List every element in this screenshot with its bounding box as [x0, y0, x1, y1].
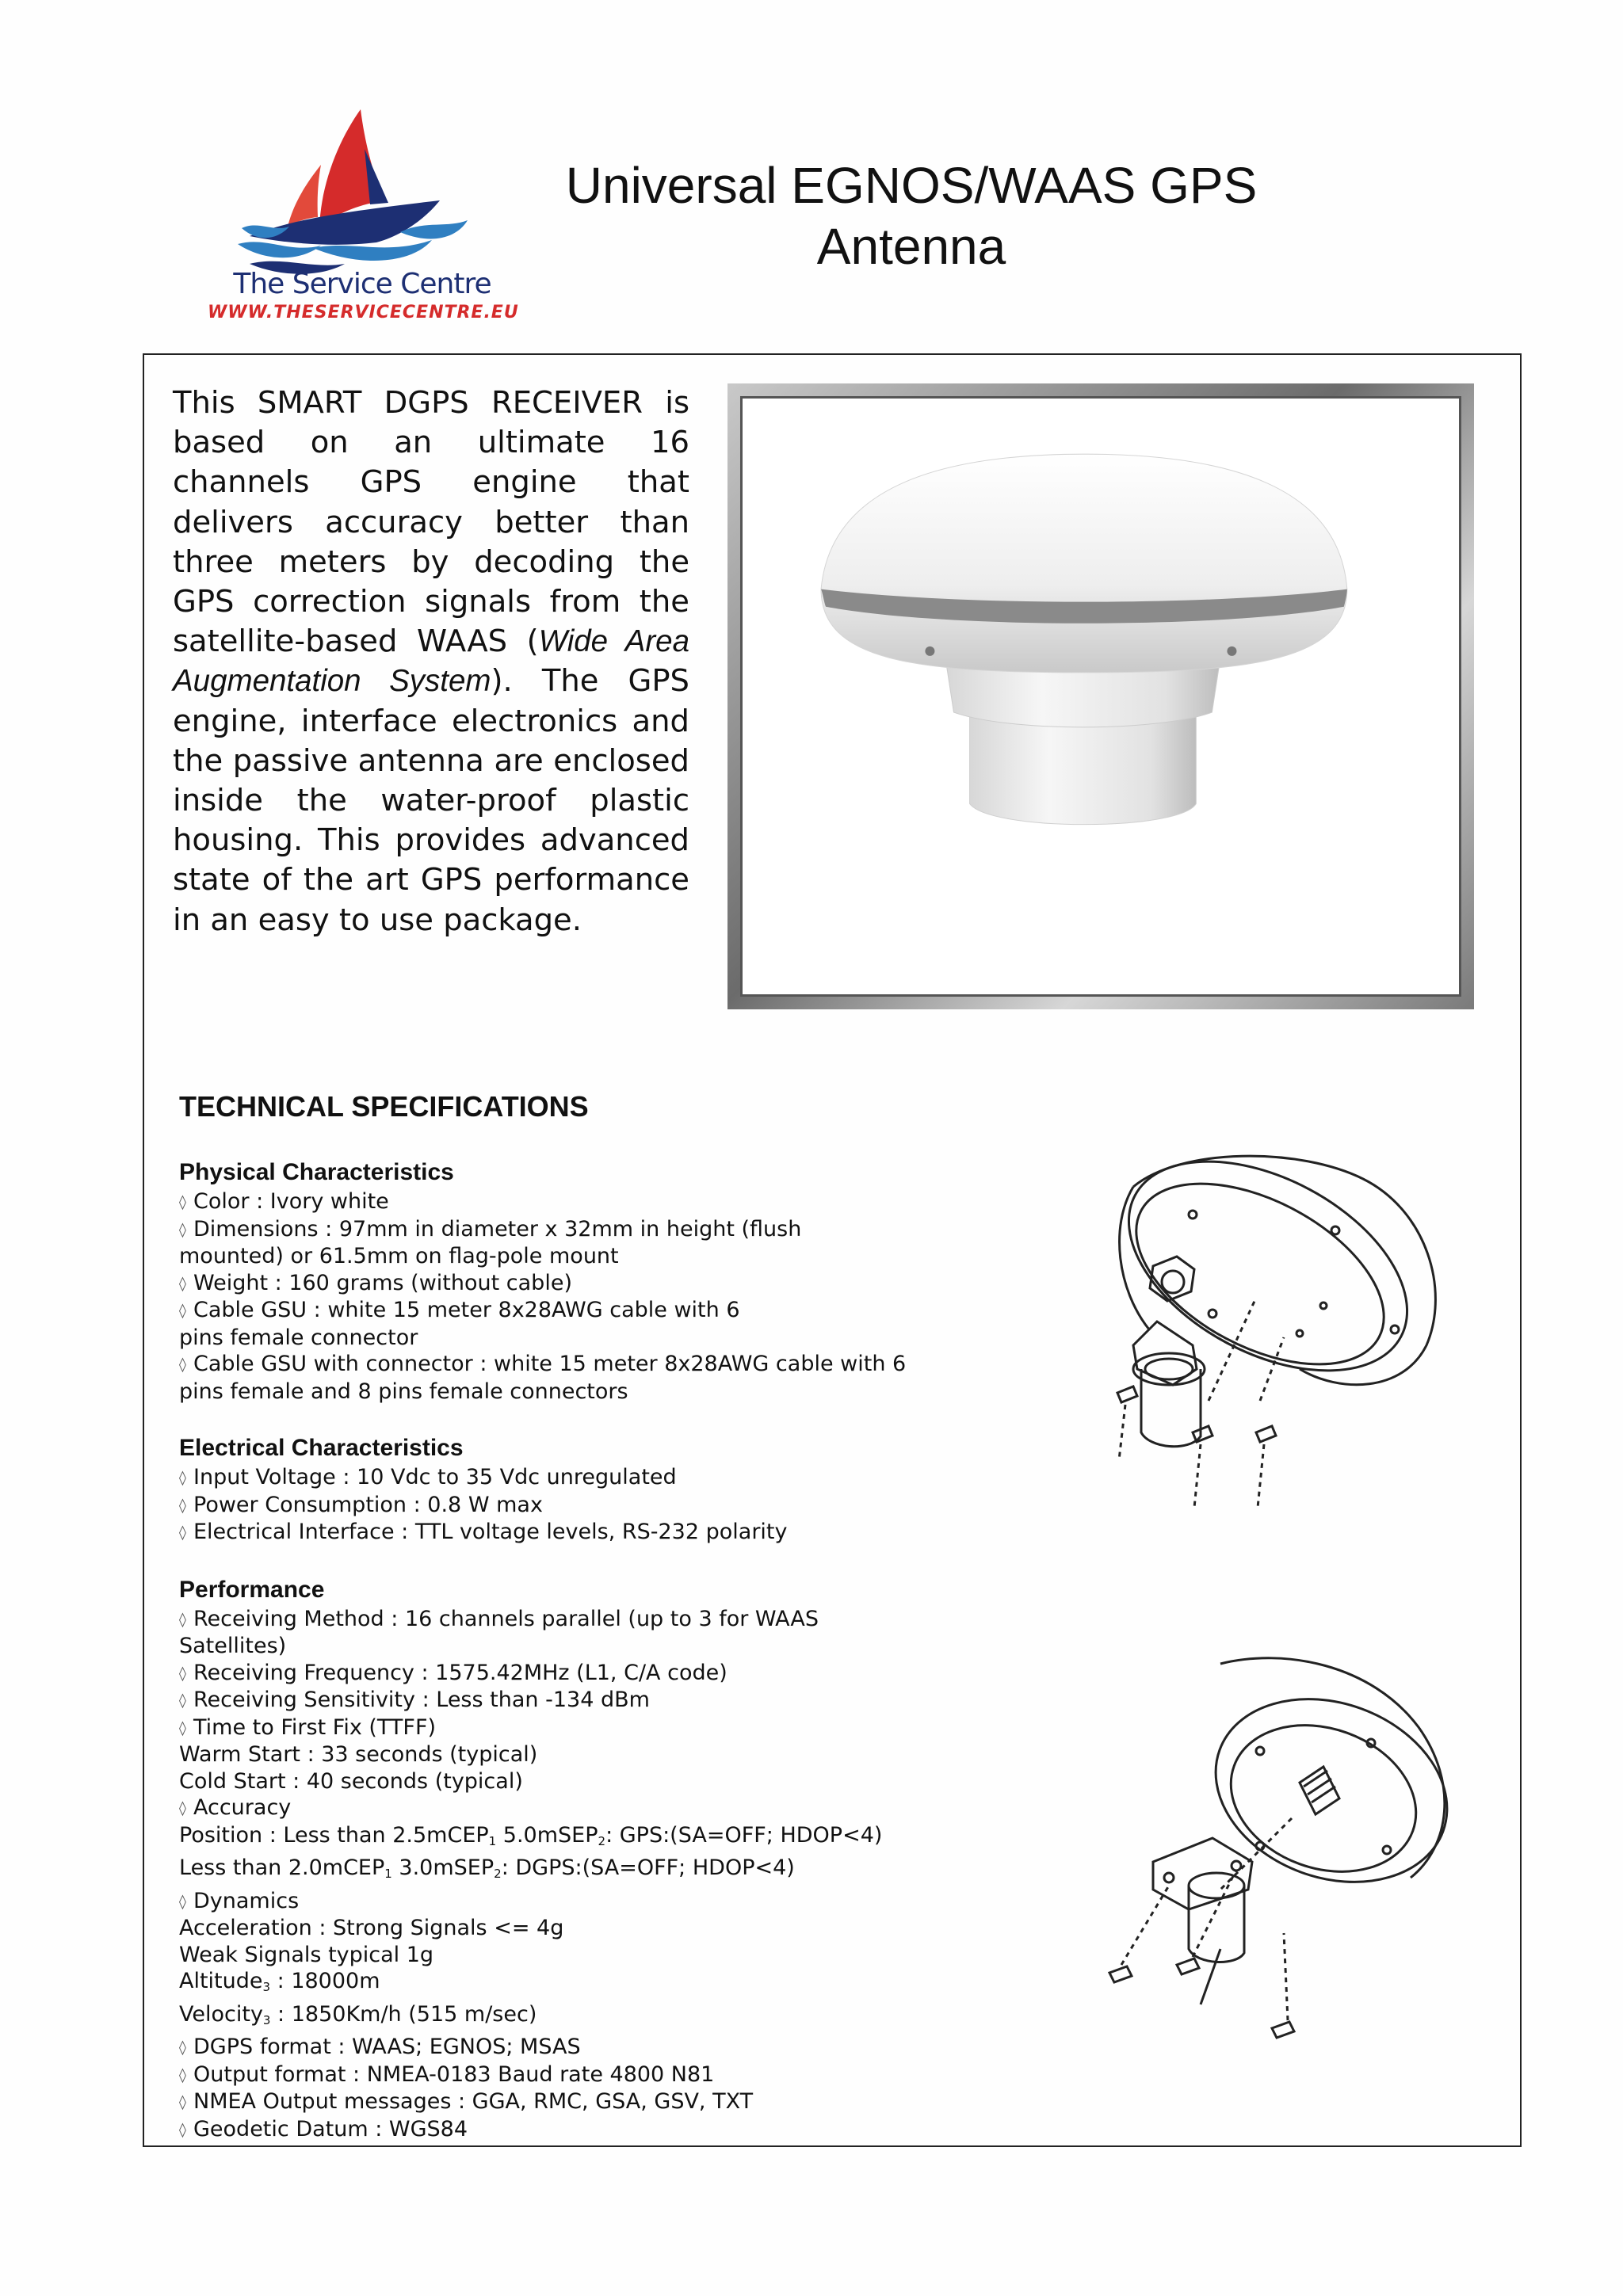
spec-text: Velocity: [179, 2001, 263, 2027]
spec-line: [179, 1216, 1083, 1244]
spec-text: Receiving Method : 16 channels parallel (up to 3 for WAAS: [193, 1606, 819, 1631]
spec-line: [179, 1379, 1083, 1405]
flush-mount-drawing: [1062, 1131, 1474, 1543]
spec-text: Output format : NMEA-0183 Baud rate 4800 N81: [193, 2061, 715, 2087]
physical-heading: Physical Characteristics: [179, 1159, 454, 1185]
performance-heading: Performance: [179, 1576, 325, 1603]
performance-spec-list: [179, 1606, 1083, 2144]
spec-line: [179, 1822, 1083, 1855]
spec-line: [179, 2116, 1083, 2144]
spec-line: [179, 2088, 1083, 2116]
spec-subscript: 3: [262, 1980, 271, 1994]
spec-text: Cable GSU : white 15 meter 8x28AWG cable with 6: [193, 1298, 740, 1322]
spec-line: [179, 1968, 1083, 2001]
spec-text: Input Voltage : 10 Vdc to 35 Vdc unregulated: [193, 1465, 677, 1489]
intro-text-italic: Wide Area Augmentation System: [173, 624, 689, 699]
pole-mount-drawing: [1022, 1648, 1482, 2123]
brand-name: The Service Centre: [233, 268, 491, 300]
spec-text: Dimensions : 97mm in diameter x 32mm in height (flush: [193, 1216, 802, 1241]
spec-text: pins female and 8 pins female connectors: [179, 1379, 628, 1404]
spec-text: Power Consumption : 0.8 W max: [193, 1492, 543, 1517]
intro-paragraph: [173, 383, 689, 940]
spec-text: Geodetic Datum : WGS84: [193, 2116, 468, 2142]
diamond-bullet-icon: ◊: [179, 1800, 186, 1817]
page-title: [507, 155, 1316, 277]
spec-text: : DGPS:(SA=OFF; HDOP<4): [501, 1855, 795, 1880]
electrical-heading: Electrical Characteristics: [179, 1435, 464, 1461]
diamond-bullet-icon: ◊: [179, 2039, 186, 2056]
spec-text: DGPS format : WAAS; EGNOS; MSAS: [193, 2035, 581, 2059]
diamond-bullet-icon: ◊: [179, 1611, 186, 1628]
product-photo: [740, 396, 1461, 997]
diamond-bullet-icon: ◊: [179, 1221, 186, 1238]
spec-text: Time to First Fix (TTFF): [193, 1714, 437, 1740]
spec-text: Weak Signals typical 1g: [179, 1942, 434, 1967]
diamond-bullet-icon: ◊: [179, 1719, 186, 1737]
spec-subscript: 2: [494, 1867, 502, 1881]
spec-line: [179, 1855, 1083, 1888]
spec-text: : 18000m: [270, 1969, 380, 1993]
intro-text-end: ). The GPS engine, interface electronics and the passive antenna are enclosed inside the water-proof plastic housing. This provides advanced state of the art GPS performance in an easy to use package.: [173, 663, 689, 938]
spec-text: Cable GSU with connector : white 15 meter 8x28AWG cable with 6: [193, 1352, 907, 1376]
spec-text: Position : Less than 2.5mCEP: [179, 1822, 489, 1848]
flush-mount-diagram-icon: [1062, 1131, 1474, 1543]
spec-line: [179, 1297, 1083, 1325]
spec-subscript: 3: [262, 2012, 271, 2027]
pole-mount-diagram-icon: [1022, 1648, 1482, 2123]
diamond-bullet-icon: ◊: [179, 1497, 186, 1514]
spec-text: Accuracy: [193, 1795, 292, 1820]
spec-line: [179, 1492, 1083, 1520]
intro-text-start: This SMART DGPS RECEIVER is based on an ultimate 16 channels GPS engine that delivers accuracy better than three meters by decoding the GPS correction signals from the satellite-based WAAS (: [173, 385, 689, 660]
spec-text: Satellites): [179, 1634, 287, 1658]
spec-line: [179, 1351, 1083, 1379]
spec-line: [179, 1794, 1083, 1822]
spec-line: [179, 2061, 1083, 2089]
spec-text: : GPS:(SA=OFF; HDOP<4): [605, 1822, 883, 1848]
spec-line: [179, 1243, 1083, 1270]
spec-line: [179, 1633, 1083, 1660]
spec-text: Electrical Interface : TTL voltage levels, RS-232 polarity: [193, 1520, 788, 1544]
spec-subscript: 2: [598, 1833, 606, 1848]
spec-line: [179, 2001, 1083, 2035]
spec-line: [179, 1687, 1083, 1714]
spec-line: [179, 1270, 1083, 1298]
diamond-bullet-icon: ◊: [179, 1470, 186, 1486]
spec-text: Dynamics: [193, 1888, 300, 1913]
diamond-bullet-icon: ◊: [179, 1665, 186, 1682]
spec-subscript: 1: [488, 1833, 497, 1848]
spec-line: [179, 1714, 1083, 1742]
spec-line: [179, 1464, 1083, 1492]
diamond-bullet-icon: ◊: [179, 1275, 186, 1292]
spec-text: NMEA Output messages : GGA, RMC, GSA, GSV, TXT: [193, 2089, 754, 2114]
title-line-2: Antenna: [816, 217, 1006, 275]
spec-line: [179, 1942, 1083, 1969]
spec-text: Acceleration : Strong Signals <= 4g: [179, 1916, 564, 1940]
spec-text: 3.0mSEP: [391, 1855, 495, 1880]
brand-url: WWW.THESERVICECENTRE.EU: [208, 303, 519, 322]
specs-title: TECHNICAL SPECIFICATIONS: [179, 1090, 589, 1123]
diamond-bullet-icon: ◊: [179, 1893, 186, 1910]
spec-text: Weight : 160 grams (without cable): [193, 1270, 572, 1295]
spec-line: [179, 1519, 1083, 1547]
spec-line: [179, 1660, 1083, 1688]
spec-line: [179, 1888, 1083, 1916]
spec-line: [179, 1325, 1083, 1352]
spec-line: [179, 1606, 1083, 1634]
product-photo-frame: [727, 383, 1474, 1009]
diamond-bullet-icon: ◊: [179, 1302, 186, 1319]
spec-text: Receiving Sensitivity : Less than -134 dBm: [193, 1688, 650, 1712]
diamond-bullet-icon: ◊: [179, 1524, 186, 1541]
spec-line: [179, 1768, 1083, 1795]
diamond-bullet-icon: ◊: [179, 1692, 186, 1709]
spec-line: [179, 1741, 1083, 1768]
electrical-spec-list: [179, 1464, 1083, 1547]
spec-text: mounted) or 61.5mm on flag-pole mount: [179, 1244, 619, 1268]
diamond-bullet-icon: ◊: [179, 2066, 186, 2084]
spec-text: Cold Start : 40 seconds (typical): [179, 1768, 523, 1794]
spec-text: Warm Start : 33 seconds (typical): [179, 1742, 538, 1767]
spec-text: Less than 2.0mCEP: [179, 1855, 385, 1880]
antenna-photo-icon: [743, 399, 1459, 994]
title-line-1: Universal EGNOS/WAAS GPS: [565, 157, 1258, 214]
spec-line: [179, 1915, 1083, 1942]
diamond-bullet-icon: ◊: [179, 2094, 186, 2111]
technical-specifications: [179, 1087, 1083, 2172]
diamond-bullet-icon: ◊: [179, 1356, 186, 1373]
diamond-bullet-icon: ◊: [179, 1194, 186, 1211]
spec-text: 5.0mSEP: [496, 1822, 598, 1848]
spec-text: Color : Ivory white: [193, 1189, 389, 1214]
spec-subscript: 1: [384, 1867, 392, 1881]
diamond-bullet-icon: ◊: [179, 2121, 186, 2138]
spec-text: : 1850Km/h (515 m/sec): [270, 2001, 537, 2027]
spec-text: pins female connector: [179, 1325, 418, 1350]
physical-spec-list: [179, 1188, 1083, 1405]
spec-text: Receiving Frequency : 1575.42MHz (L1, C/A code): [193, 1660, 727, 1685]
spec-line: [179, 2034, 1083, 2061]
spec-text: Altitude: [179, 1969, 263, 1993]
spec-line: [179, 1188, 1083, 1216]
